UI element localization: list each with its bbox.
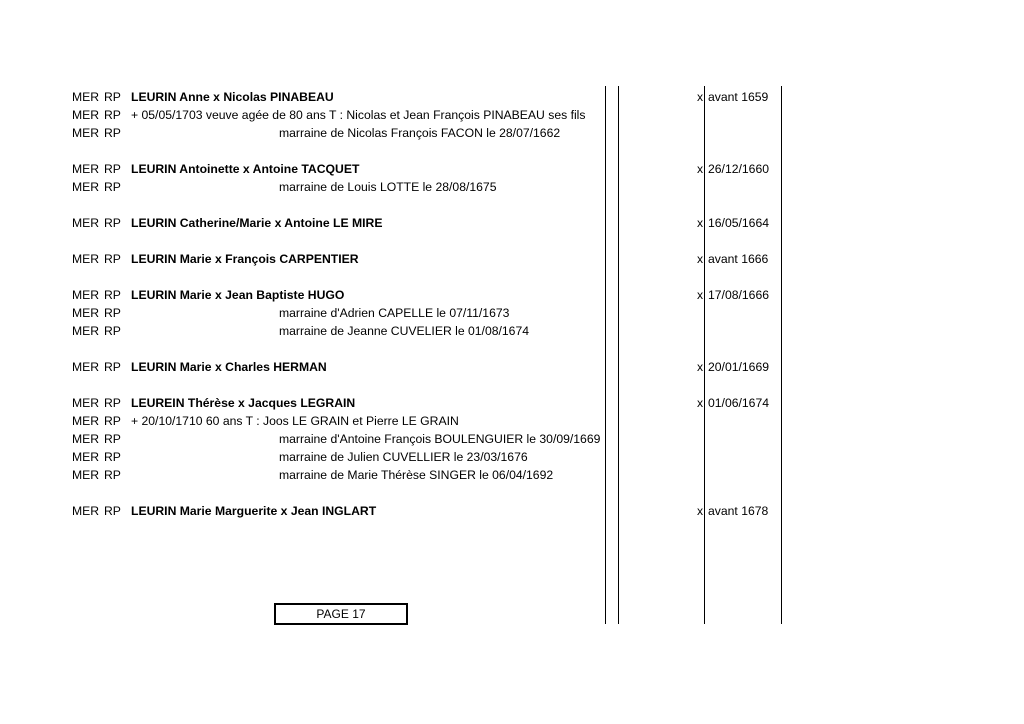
register-code: RP [104, 126, 121, 140]
page-number-box: PAGE 17 [274, 603, 408, 625]
register-code: RP [104, 450, 121, 464]
record-row [0, 322, 1024, 340]
godmother-entry: marraine de Marie Thérèse SINGER le 06/04/1692 [279, 468, 554, 482]
register-code: RP [104, 396, 121, 410]
register-code: RP [104, 360, 121, 374]
marriage-entry: LEURIN Marie x Charles HERMAN [131, 360, 327, 374]
record-row [0, 88, 1024, 106]
record-row [0, 124, 1024, 142]
row-spacer [0, 484, 1024, 502]
death-entry: + 05/05/1703 veuve agée de 80 ans T : Nicolas et Jean François PINABEAU ses fils [131, 108, 586, 122]
death-entry: + 20/10/1710 60 ans T : Joos LE GRAIN et Pierre LE GRAIN [131, 414, 459, 428]
source-code: MER [72, 216, 100, 230]
source-code: MER [72, 180, 100, 194]
marriage-mark: x [697, 162, 704, 176]
marriage-mark: x [697, 396, 704, 410]
marriage-mark: x [697, 90, 704, 104]
source-code: MER [72, 504, 100, 518]
source-code: MER [72, 450, 100, 464]
marriage-entry: LEURIN Anne x Nicolas PINABEAU [131, 90, 334, 104]
marriage-date: 17/08/1666 [708, 288, 769, 302]
marriage-entry: LEURIN Marie x Jean Baptiste HUGO [131, 288, 345, 302]
record-row [0, 430, 1024, 448]
record-row [0, 250, 1024, 268]
row-spacer [0, 268, 1024, 286]
record-row [0, 358, 1024, 376]
record-row [0, 394, 1024, 412]
register-code: RP [104, 252, 121, 266]
record-row [0, 502, 1024, 520]
godmother-entry: marraine d'Adrien CAPELLE le 07/11/1673 [279, 306, 510, 320]
marriage-date: 16/05/1664 [708, 216, 769, 230]
marriage-date: 01/06/1674 [708, 396, 769, 410]
source-code: MER [72, 432, 100, 446]
marriage-date: avant 1666 [708, 252, 769, 266]
godmother-entry: marraine de Jeanne CUVELIER le 01/08/1674 [279, 324, 529, 338]
marriage-entry: LEURIN Marie Marguerite x Jean INGLART [131, 504, 377, 518]
marriage-date: 20/01/1669 [708, 360, 769, 374]
register-code: RP [104, 90, 121, 104]
source-code: MER [72, 396, 100, 410]
record-row [0, 286, 1024, 304]
source-code: MER [72, 252, 100, 266]
register-code: RP [104, 288, 121, 302]
record-row [0, 448, 1024, 466]
register-code: RP [104, 414, 121, 428]
source-code: MER [72, 108, 100, 122]
row-spacer [0, 340, 1024, 358]
source-code: MER [72, 288, 100, 302]
source-code: MER [72, 360, 100, 374]
source-code: MER [72, 90, 100, 104]
marriage-date: avant 1659 [708, 90, 769, 104]
register-code: RP [104, 468, 121, 482]
record-row [0, 214, 1024, 232]
marriage-mark: x [697, 216, 704, 230]
record-row [0, 106, 1024, 124]
record-row [0, 160, 1024, 178]
source-code: MER [72, 306, 100, 320]
marriage-entry: LEURIN Catherine/Marie x Antoine LE MIRE [131, 216, 383, 230]
source-code: MER [72, 126, 100, 140]
register-code: RP [104, 180, 121, 194]
source-code: MER [72, 324, 100, 338]
row-spacer [0, 376, 1024, 394]
godmother-entry: marraine de Louis LOTTE le 28/08/1675 [279, 180, 497, 194]
register-code: RP [104, 216, 121, 230]
row-spacer [0, 142, 1024, 160]
marriage-mark: x [697, 504, 704, 518]
source-code: MER [72, 468, 100, 482]
godmother-entry: marraine de Nicolas François FACON le 28/07/1662 [279, 126, 561, 140]
register-code: RP [104, 324, 121, 338]
marriage-entry: LEURIN Marie x François CARPENTIER [131, 252, 359, 266]
marriage-date: 26/12/1660 [708, 162, 769, 176]
row-spacer [0, 196, 1024, 214]
record-row [0, 412, 1024, 430]
source-code: MER [72, 162, 100, 176]
marriage-date: avant 1678 [708, 504, 769, 518]
record-row [0, 466, 1024, 484]
genealogy-record-list [0, 88, 1024, 520]
godmother-entry: marraine d'Antoine François BOULENGUIER le 30/09/1669 [279, 432, 601, 446]
marriage-mark: x [697, 360, 704, 374]
marriage-mark: x [697, 252, 704, 266]
record-row [0, 304, 1024, 322]
register-code: RP [104, 306, 121, 320]
source-code: MER [72, 414, 100, 428]
register-code: RP [104, 432, 121, 446]
row-spacer [0, 232, 1024, 250]
marriage-mark: x [697, 288, 704, 302]
godmother-entry: marraine de Julien CUVELLIER le 23/03/1676 [279, 450, 528, 464]
register-code: RP [104, 162, 121, 176]
marriage-entry: LEUREIN Thérèse x Jacques LEGRAIN [131, 396, 356, 410]
register-code: RP [104, 504, 121, 518]
record-row [0, 178, 1024, 196]
register-code: RP [104, 108, 121, 122]
marriage-entry: LEURIN Antoinette x Antoine TACQUET [131, 162, 360, 176]
